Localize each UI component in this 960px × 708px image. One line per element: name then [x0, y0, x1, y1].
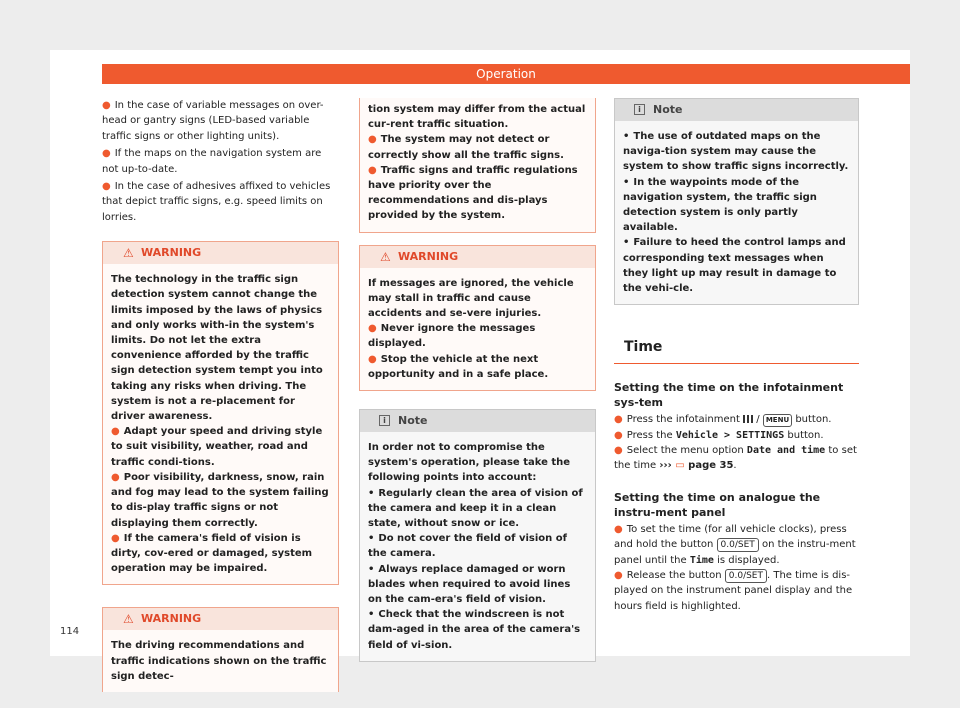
list-item: ● In the case of adhesives affixed to vehicles that depict traffic signs, e.g. speed limits on lorries. [102, 181, 331, 223]
bullet-icon: ● [111, 532, 120, 544]
subheading: Setting the time on analogue the instru-ment panel [614, 490, 821, 519]
note-text: In order not to compromise the system's operation, please take the following points into account: [368, 442, 571, 484]
warning-icon: ⚠ [123, 246, 134, 261]
section-title: Time [614, 335, 859, 364]
set-button-key: 0.0/SET [717, 538, 759, 552]
bullet-icon: ● [614, 570, 623, 582]
warning-icon: ⚠ [380, 249, 391, 264]
warning-icon: ⚠ [123, 612, 134, 627]
note-box [614, 98, 859, 305]
warning-box-continued [359, 98, 596, 233]
bullet-icon: • [623, 176, 630, 188]
warning-text: tion system may differ from the actual cur-rent traffic situation. [368, 104, 586, 131]
note-header: i Note [615, 99, 858, 121]
list-item: ● In the case of variable messages on over-head or gantry signs (LED-based variable traffic signs or other lighting units). [102, 100, 324, 142]
list-item: ● If the maps on the navigation system are not up-to-date. [102, 148, 322, 175]
list-item: • The use of outdated maps on the naviga-tion system may cause the system to show traffic signs incorrectly. [623, 131, 849, 173]
list-item: ● Adapt your speed and driving style to suit visibility, weather, road and traffic condi-tions. [111, 426, 323, 468]
bullet-icon: ● [102, 181, 111, 193]
list-item: ● Press the infotainment / MENU button. [614, 414, 832, 426]
warning-header: ⚠ WARNING [103, 242, 338, 264]
warning-box [102, 241, 339, 585]
list-item: ● The system may not detect or correctly show all the traffic signs. [368, 134, 564, 161]
bullet-icon: ● [368, 353, 377, 365]
column-3 [614, 98, 859, 614]
menu-key-icon: MENU [763, 414, 792, 427]
note-header: i Note [360, 410, 595, 432]
bullet-icon: ● [102, 100, 111, 111]
info-icon: i [379, 415, 390, 426]
list-item: ● To set the time (for all vehicle clocks), press and hold the button 0.0/SET on the instru-ment panel until the Time is displayed. [614, 523, 856, 566]
bullet-icon: • [368, 563, 375, 575]
list-item: • Always replace damaged or worn blades when required to avoid lines on the cam-era's field of vision. [368, 563, 571, 606]
bullet-icon: ● [368, 164, 377, 176]
list-item: ● Release the button 0.0/SET . The time is dis-played on the instrument panel display and the hours field is highlighted. [614, 570, 853, 612]
bullet-icon: ● [368, 323, 377, 335]
list-item: • Regularly clean the area of vision of the camera and keep it in a clean state, without snow or ice. [368, 487, 583, 530]
warning-box [102, 607, 339, 692]
list-item: • In the waypoints mode of the navigation system, the traffic sign detection system is only partly available. [623, 176, 817, 234]
set-button-key: 0.0/SET [725, 569, 767, 583]
bullet-icon: ● [111, 471, 120, 483]
bullet-icon: ● [102, 148, 111, 160]
page-number: 114 [60, 626, 80, 637]
list-item: ● If the camera's field of vision is dirty, cov-ered or damaged, system operation may be impaired. [111, 532, 313, 575]
warning-box [359, 245, 596, 391]
column-2 [359, 98, 596, 662]
subheading: Setting the time on the infotainment sys-tem [614, 381, 844, 410]
list-item: ● Select the menu option Date and time to set the time ››› ▭ page 35. [614, 445, 857, 472]
warning-header: ⚠ WARNING [103, 608, 338, 630]
bullet-icon: • [368, 487, 375, 499]
bullet-icon: • [368, 609, 375, 621]
bullet-icon: ● [614, 414, 623, 426]
column-1 [102, 98, 339, 692]
bullet-icon: • [368, 533, 375, 545]
section-header: Operation [102, 64, 910, 84]
list-item: ● Traffic signs and traffic regulations have priority over the recommendations and dis-plays provided by the system. [368, 164, 578, 222]
warning-header: ⚠ WARNING [360, 246, 595, 268]
list-item: • Check that the windscreen is not dam-aged in the area of the camera's field of vi-sion. [368, 609, 581, 651]
manual-page [50, 50, 910, 682]
warning-text: The technology in the traffic sign detection system cannot change the limits imposed by the laws of physics and only works with-in the system's limits. Do not let the extra convenience afforded by the traffic sign detection system tempt you into taking any risks when driving. The system is not a re-placement for driver awareness. [111, 274, 323, 423]
list-item: ● Stop the vehicle at the next opportunity and in a safe place. [368, 353, 549, 380]
list-item: ● Never ignore the messages displayed. [368, 323, 536, 350]
page-reference[interactable]: ››› ▭ page 35 [659, 460, 734, 472]
bullet-icon: ● [614, 445, 623, 457]
bullet-icon: • [623, 237, 630, 249]
list-item: ● Press the Vehicle > SETTINGS button. [614, 429, 824, 441]
list-item: ● Poor visibility, darkness, snow, rain and fog may lead to the system failing to dis-play traffic signs or not displaying them correctly. [111, 471, 329, 529]
list-item: • Failure to heed the control lamps and corresponding text messages when they light up may result in damage to the vehi-cle. [623, 237, 846, 295]
list-item: • Do not cover the field of vision of the camera. [368, 533, 567, 560]
warning-text: The driving recommendations and traffic indications shown on the traffic sign detec- [111, 640, 327, 682]
bullet-icon: ● [614, 429, 623, 441]
bullet-icon: • [623, 131, 630, 142]
warning-text: If messages are ignored, the vehicle may stall in traffic and cause accidents and se-vere injuries. [368, 277, 574, 320]
infotainment-grid-icon [743, 415, 753, 423]
bullet-icon: ● [111, 426, 120, 438]
note-box [359, 409, 596, 662]
book-icon: ▭ [675, 460, 685, 472]
info-icon: i [634, 104, 645, 115]
bullet-icon: ● [368, 134, 377, 146]
bullet-icon: ● [614, 523, 623, 535]
